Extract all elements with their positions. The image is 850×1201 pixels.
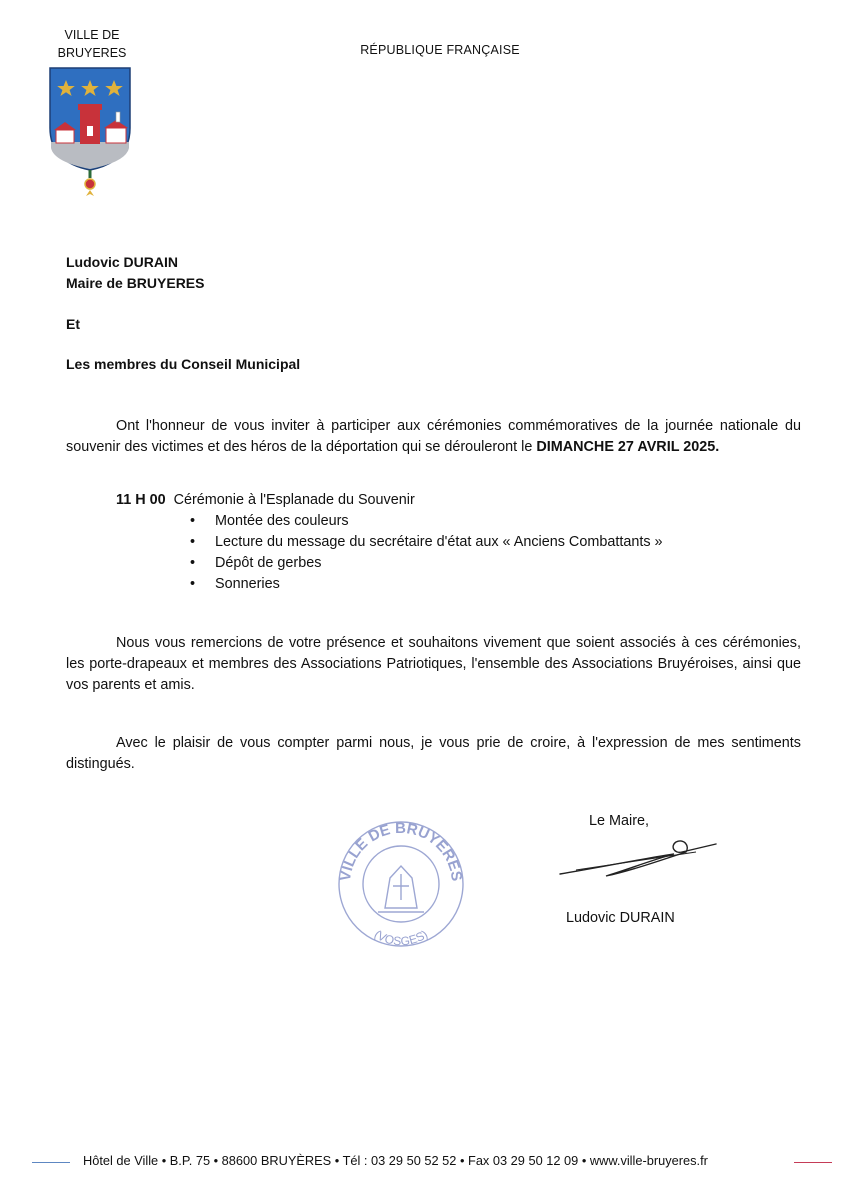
closing-paragraph: Avec le plaisir de vous compter parmi nous, je vous prie de croire, à l'expression de mes sentiments distingués.: [66, 735, 801, 772]
republic-header: RÉPUBLIQUE FRANÇAISE: [360, 43, 520, 57]
list-item: • Dépôt de gerbes: [190, 553, 663, 574]
program-heading: [116, 492, 415, 508]
city-name: [44, 26, 140, 62]
list-item: • Sonneries: [190, 574, 663, 595]
invitation-paragraph: [66, 416, 801, 458]
city-name-line1: VILLE DE: [64, 28, 120, 42]
signatory-name: Ludovic DURAIN: [566, 910, 675, 926]
footer-divider-left: [32, 1162, 70, 1163]
council-members: Les membres du Conseil Municipal: [66, 356, 301, 372]
city-coat-of-arms-icon: [48, 66, 132, 200]
invitation-text: Ont l'honneur de vous inviter à participer aux cérémonies commémoratives de la journée nationale du souvenir des victimes et des héros de la déportation qui se dérouleront le: [66, 418, 801, 455]
footer-contact-info: Hôtel de Ville • B.P. 75 • 88600 BRUYÈRES • Tél : 03 29 50 52 52 • Fax 03 29 50 12 09 • www.ville-bruyeres.fr: [83, 1153, 708, 1168]
list-item: • Lecture du message du secrétaire d'état aux « Anciens Combattants »: [190, 532, 663, 553]
program-time: 11 H 00: [116, 492, 166, 508]
event-date-end: .: [715, 439, 720, 455]
city-name-line2: BRUYERES: [57, 46, 127, 60]
svg-text:VILLE DE BRUYERES: [337, 820, 465, 882]
official-stamp-icon: [330, 808, 472, 954]
program-event: Cérémonie à l'Esplanade du Souvenir: [173, 492, 415, 508]
svg-text:(VOSGES): [372, 927, 431, 948]
thanks-paragraph: Nous vous remercions de votre présence et souhaitons vivement que soient associés à ces cérémonies, les porte-drapeaux et membres des Associations Patriotiques, l'ensemble des Associations Bruyéroises, ainsi que vos parents et amis.: [66, 635, 801, 693]
stamp-text-top: VILLE DE BRUYERES: [336, 819, 466, 883]
stamp-text-bottom: (VOSGES): [371, 927, 431, 949]
handwritten-signature-icon: [556, 830, 721, 890]
signature-role: Le Maire,: [589, 813, 649, 829]
list-item: • Montée des couleurs: [190, 511, 663, 532]
program-list: [190, 511, 663, 595]
footer-divider-right: [794, 1162, 832, 1163]
conjunction: Et: [66, 316, 80, 332]
event-date: DIMANCHE 27 AVRIL 2025: [536, 439, 716, 455]
mayor-title: Maire de BRUYERES: [66, 275, 205, 291]
mayor-name: Ludovic DURAIN: [66, 254, 178, 270]
footer: [0, 1153, 850, 1173]
